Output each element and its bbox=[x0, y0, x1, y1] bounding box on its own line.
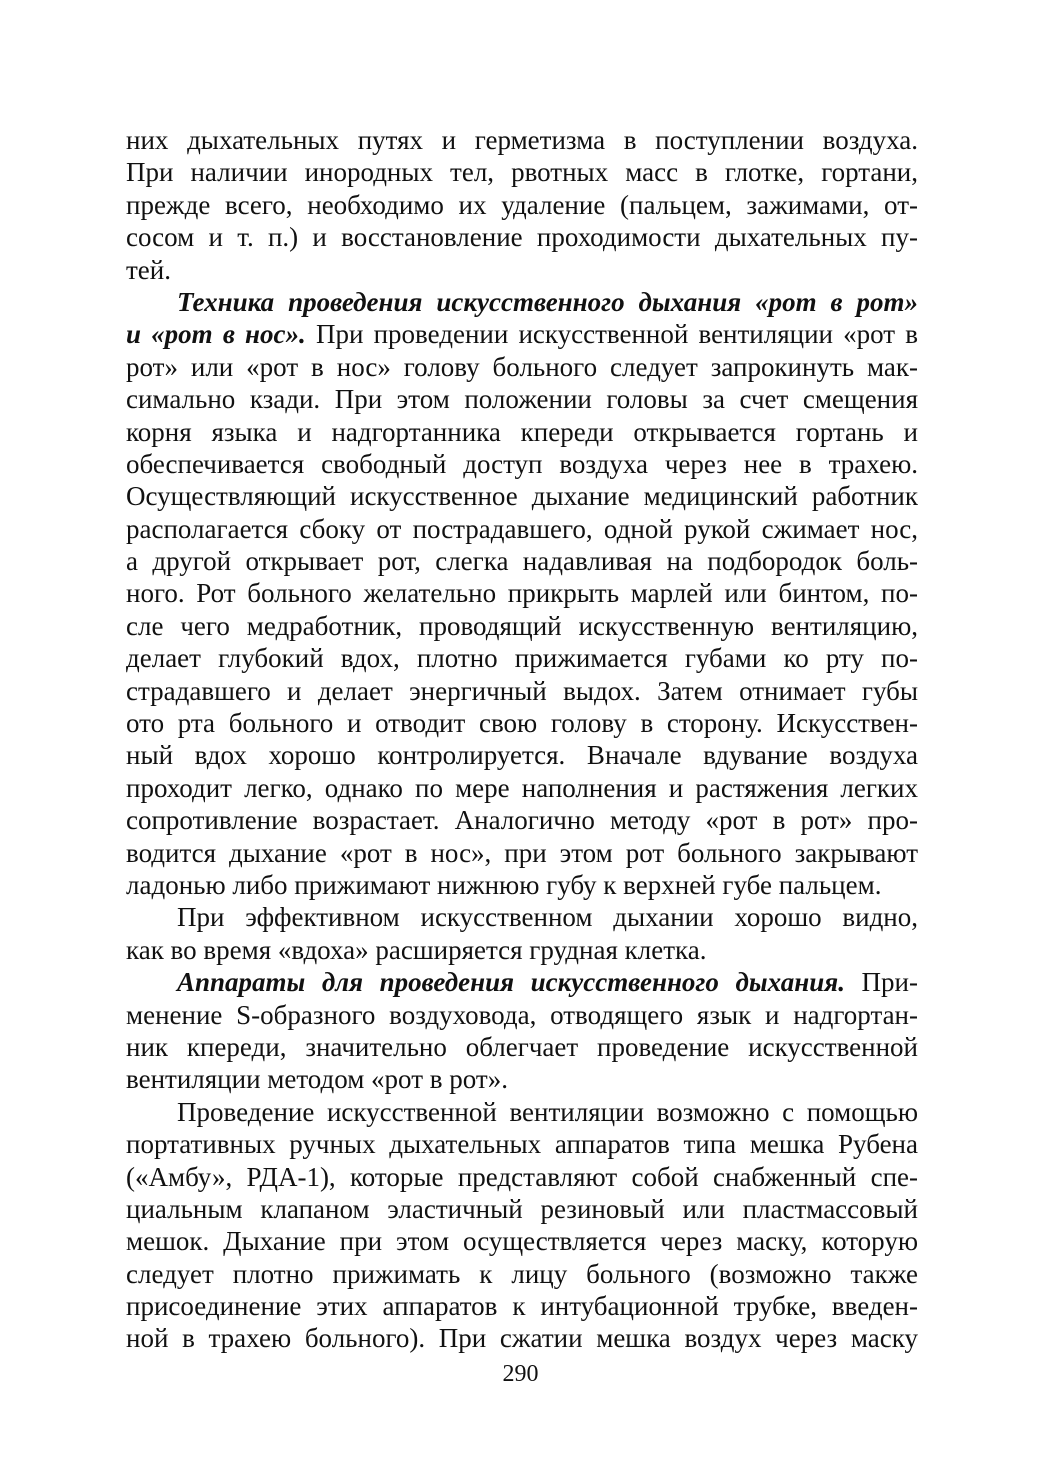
line-text: обеспечивается свободный доступ воздуха через нее в трахею. bbox=[126, 448, 918, 479]
line-text: ного. Рот больного желательно прикрыть марлей или бинтом, по- bbox=[126, 578, 918, 609]
line-text: прежде всего, необходимо их удаление (пальцем, зажимами, от- bbox=[126, 189, 918, 220]
text-line bbox=[126, 254, 918, 286]
section-heading: и «рот в нос». bbox=[126, 319, 306, 350]
text-line bbox=[126, 1290, 918, 1322]
text-line bbox=[126, 156, 918, 188]
line-text: как во время «вдоха» расширяется грудная клетка. bbox=[126, 934, 707, 965]
text-line bbox=[126, 1063, 918, 1095]
text-line bbox=[126, 1258, 918, 1290]
text-line bbox=[126, 124, 918, 156]
text-line bbox=[126, 837, 918, 869]
paragraph bbox=[126, 1096, 918, 1355]
text-line bbox=[126, 1161, 918, 1193]
text-line bbox=[126, 448, 918, 480]
line-text: сле чего медработник, проводящий искусственную вентиляцию, bbox=[126, 610, 918, 641]
line-text: При проведении искусственной вентиляции «рот в bbox=[305, 319, 918, 350]
line-text: присоединение этих аппаратов к интубационной трубке, введен- bbox=[126, 1291, 918, 1322]
line-text: симально кзади. При этом положении головы за счет смещения bbox=[126, 384, 918, 415]
line-text: ладонью либо прижимают нижнюю губу к верхней губе пальцем. bbox=[126, 869, 882, 900]
text-line bbox=[126, 999, 918, 1031]
line-text: страдавшего и делает энергичный выдох. Затем отнимает губы bbox=[126, 675, 918, 706]
paragraph bbox=[126, 966, 918, 1096]
line-text: них дыхательных путях и герметизма в поступлении воздуха. bbox=[126, 125, 918, 155]
line-text: следует плотно прижимать к лицу больного (возможно также bbox=[126, 1258, 918, 1289]
text-line bbox=[126, 189, 918, 221]
text-line bbox=[126, 383, 918, 415]
text-line bbox=[126, 1128, 918, 1160]
text-line bbox=[126, 577, 918, 609]
line-text: При наличии инородных тел, рвотных масс в глотке, гортани, bbox=[126, 157, 918, 188]
text-line bbox=[126, 221, 918, 253]
text-line bbox=[126, 675, 918, 707]
text-line bbox=[126, 869, 918, 901]
text-line bbox=[126, 804, 918, 836]
text-line bbox=[126, 1322, 918, 1354]
line-text: рот» или «рот в нос» голову больного следует запрокинуть мак- bbox=[126, 351, 918, 382]
page-number: 290 bbox=[502, 1361, 539, 1387]
line-text: ото рта больного и отводит свою голову в сторону. Искусствен- bbox=[126, 708, 918, 739]
text-line bbox=[126, 739, 918, 771]
line-text: портативных ручных дыхательных аппаратов типа мешка Рубена bbox=[126, 1129, 918, 1160]
paragraph bbox=[126, 286, 918, 901]
line-text: Осуществляющий искусственное дыхание медицинский работник bbox=[126, 481, 918, 512]
text-line bbox=[126, 642, 918, 674]
text-line bbox=[126, 480, 918, 512]
line-text: При эффективном искусственном дыхании хорошо видно, bbox=[177, 902, 918, 933]
text-line bbox=[126, 707, 918, 739]
body-text bbox=[126, 124, 918, 1355]
paragraph bbox=[126, 124, 918, 286]
text-line bbox=[126, 1096, 918, 1128]
text-line bbox=[126, 1193, 918, 1225]
line-text: корня языка и надгортанника кпереди открывается гортань и bbox=[126, 416, 918, 447]
line-text: водится дыхание «рот в нос», при этом рот больного закрывают bbox=[126, 837, 918, 868]
line-text: сопротивление возрастает. Аналогично методу «рот в рот» про- bbox=[126, 805, 918, 836]
line-text: проходит легко, однако по мере наполнения и растяжения легких bbox=[126, 772, 918, 803]
text-line bbox=[126, 772, 918, 804]
text-line bbox=[126, 934, 918, 966]
text-line bbox=[126, 416, 918, 448]
text-line bbox=[126, 513, 918, 545]
line-text: («Амбу», РДА-1), которые представляют собой снабженный спе- bbox=[126, 1161, 918, 1192]
text-line bbox=[126, 610, 918, 642]
line-text: ный вдох хорошо контролируется. Вначале вдувание воздуха bbox=[126, 740, 918, 771]
line-text: вентиляции методом «рот в рот». bbox=[126, 1064, 508, 1095]
text-line bbox=[126, 351, 918, 383]
text-line bbox=[126, 901, 918, 933]
line-text: Проведение искусственной вентиляции возможно с помощью bbox=[177, 1096, 918, 1127]
text-line bbox=[126, 286, 918, 318]
text-line bbox=[126, 318, 918, 350]
line-text: делает глубокий вдох, плотно прижимается губами ко рту по- bbox=[126, 643, 918, 674]
line-text: сосом и т. п.) и восстановление проходимости дыхательных пу- bbox=[126, 222, 918, 253]
line-text: ник кпереди, значительно облегчает проведение искусственной bbox=[126, 1031, 918, 1062]
text-line bbox=[126, 966, 918, 998]
text-line bbox=[126, 545, 918, 577]
line-text: менение S-образного воздуховода, отводящего язык и надгортан- bbox=[126, 999, 918, 1030]
text-line bbox=[126, 1031, 918, 1063]
section-heading: Техника проведения искусственного дыхания «рот в рот» bbox=[177, 286, 918, 317]
line-text: а другой открывает рот, слегка надавливая на подбородок боль- bbox=[126, 546, 918, 577]
line-text: тей. bbox=[126, 254, 171, 285]
text-line bbox=[126, 1225, 918, 1257]
line-text: циальным клапаном эластичный резиновый или пластмассовый bbox=[126, 1193, 918, 1224]
line-text: При- bbox=[844, 967, 918, 998]
line-text: ной в трахею больного). При сжатии мешка воздух через маску bbox=[126, 1323, 918, 1354]
line-text: мешок. Дыхание при этом осуществляется через маску, которую bbox=[126, 1226, 918, 1257]
line-text: располагается сбоку от пострадавшего, одной рукой сжимает нос, bbox=[126, 513, 918, 544]
paragraph bbox=[126, 901, 918, 966]
section-heading: Аппараты для проведения искусственного дыхания. bbox=[177, 967, 845, 998]
